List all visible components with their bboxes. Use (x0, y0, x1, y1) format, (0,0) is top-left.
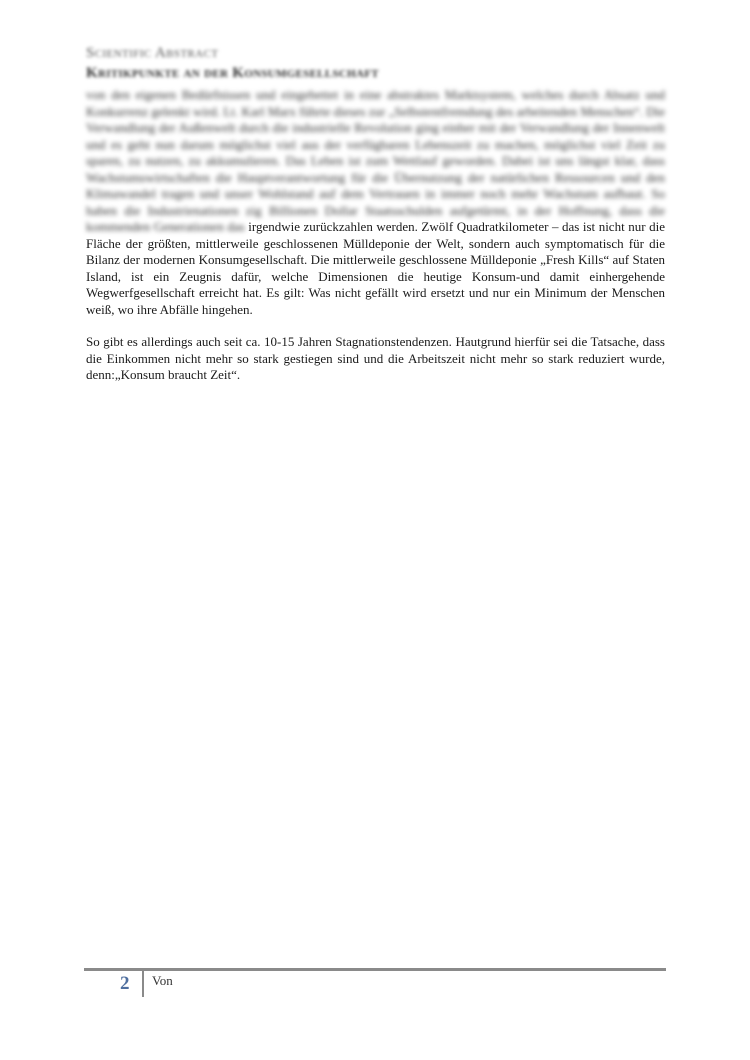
body-text (86, 87, 665, 384)
paragraph-1 (86, 87, 665, 318)
footer-label: Von (152, 973, 173, 988)
footer-rule (84, 968, 666, 971)
footer-separator (142, 971, 144, 997)
page-header (86, 44, 666, 82)
page-number: 2 (120, 973, 130, 994)
paragraph-2: So gibt es allerdings auch seit ca. 10-15 Jahren Stagnationstendenzen. Hautgrund hierfür sei die Tatsache, dass die Einkommen nicht mehr so stark gestiegen sind und die Arbeitszeit nicht mehr so stark reduziert wurde, denn:„Konsum braucht Zeit“. (86, 334, 665, 382)
visible-passage: irgendwie zurückzahlen werden. Zwölf Quadratkilometer – das ist nicht nur die Fläche der größten, mittlerweile geschlossenen Mülldeponie der Welt, sondern auch symptomatisch für die Bilanz der modernen Konsumgesellschaft. Die mittlerweile geschlossene Mülldeponie „Fresh Kills“ auf Staten Island, ist ein Zeugnis dafür, welche Dimensionen die heutige Konsum-und damit einhergehende Wegwerfgesellschaft erreicht hat. Es gilt: Was nicht gefällt wird ersetzt und nur ein Minimum der Menschen weiß, wo ihre Abfälle hingehen. (86, 219, 665, 317)
header-kicker: Scientific Abstract (86, 45, 219, 61)
blurred-passage: von den eigenen Bedürfnissen und eingebettet in eine abstraktes Marktsystem, welches durch Absatz und Konkurrenz gelenkt wird. Lt. Karl Marx führte dieses zur „Selbstentfremdung des arbeitenden Menschen“. Die Verwandlung der Außenwelt durch die industrielle Revolution ging einher mit der Verwandlung der Innenwelt und es geht nun darum möglichst viel aus der verfügbaren Lebenszeit zu machen, möglichst viel Zeit zu sparen, zu nutzen, zu akkumulieren. Das Leben ist zum Wettlauf geworden. Dabei ist uns längst klar, dass Wachstumswirtschaften die Hauptverantwortung für die Übernutzung der natürlichen Ressourcen und den Klimawandel tragen und unser Wohlstand auf dem Vertrauen in immer noch mehr Wachstum aufbaut. So haben die Industrienationen zig Billionen Dollar Staatsschulden aufgetürmt, in der Hoffnung, dass die kommenden Generationen das (86, 87, 665, 234)
header-title: Kritikpunkte an der Konsumgesellschaft (86, 65, 379, 81)
